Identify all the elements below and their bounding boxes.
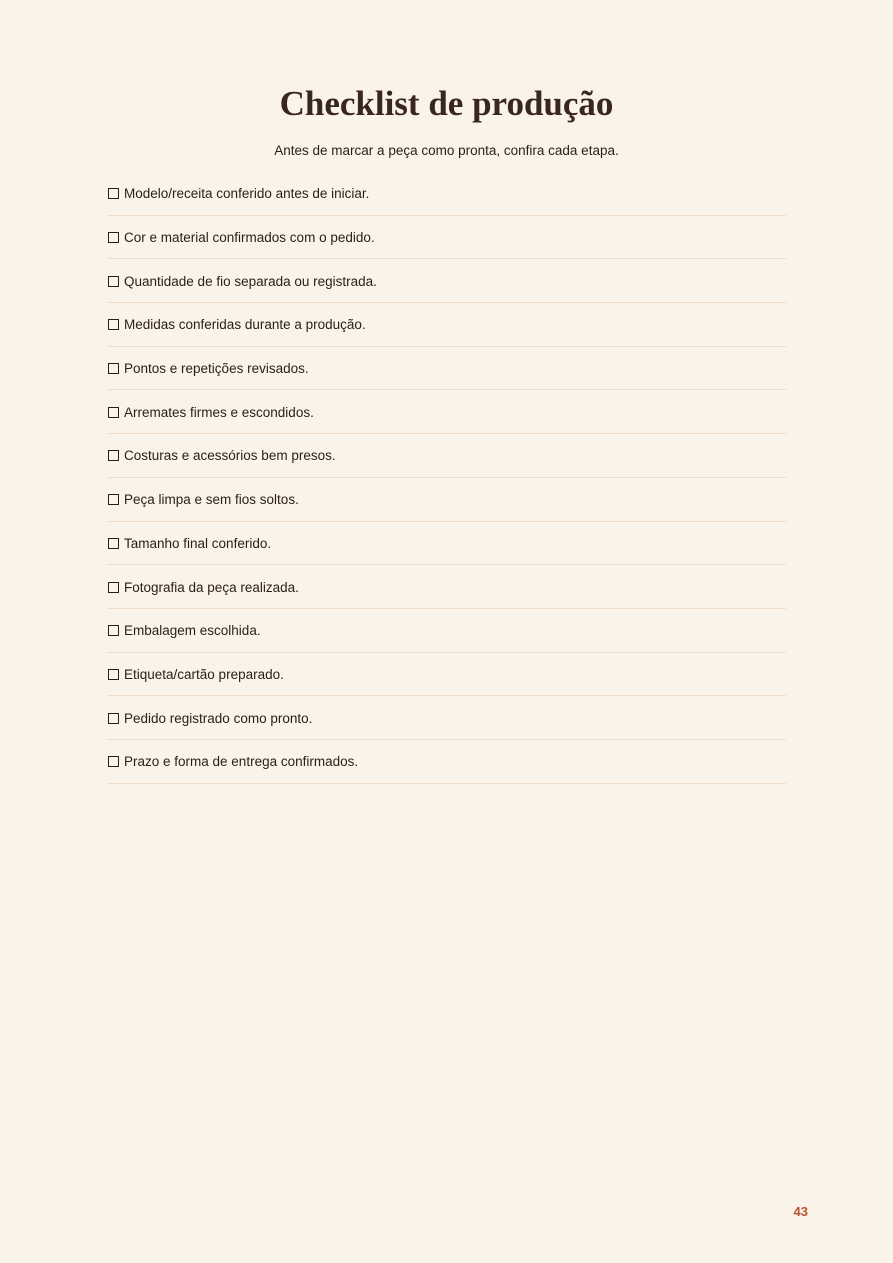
checklist-item-label: Pedido registrado como pronto. — [124, 710, 313, 726]
checklist-item-label: Costuras e acessórios bem presos. — [124, 448, 336, 464]
checklist-item[interactable] — [108, 172, 786, 216]
checklist-item-label: Etiqueta/cartão preparado. — [124, 666, 284, 682]
checklist-item-label: Modelo/receita conferido antes de iniciar. — [124, 186, 370, 202]
checkbox-icon[interactable] — [108, 450, 119, 461]
checkbox-icon[interactable] — [108, 494, 119, 505]
checklist-item-label: Arremates firmes e escondidos. — [124, 404, 314, 420]
checklist-item-label: Embalagem escolhida. — [124, 623, 261, 639]
page-title: Checklist de produção — [279, 84, 614, 123]
checklist-item[interactable] — [108, 390, 786, 434]
checkbox-icon[interactable] — [108, 756, 119, 767]
checklist-item[interactable] — [108, 303, 786, 347]
checklist-item-label: Cor e material confirmados com o pedido. — [124, 230, 375, 246]
checklist-item[interactable] — [108, 478, 786, 522]
checkbox-icon[interactable] — [108, 276, 119, 287]
checklist-item[interactable] — [108, 522, 786, 566]
checkbox-icon[interactable] — [108, 363, 119, 374]
checkbox-icon[interactable] — [108, 625, 119, 636]
checklist-item-label: Prazo e forma de entrega confirmados. — [124, 754, 359, 770]
checklist-item-label: Fotografia da peça realizada. — [124, 579, 299, 595]
checkbox-icon[interactable] — [108, 407, 119, 418]
checklist-item[interactable] — [108, 434, 786, 478]
checklist-item-label: Peça limpa e sem fios soltos. — [124, 492, 299, 508]
checklist-item[interactable] — [108, 259, 786, 303]
checklist-item-label: Medidas conferidas durante a produção. — [124, 317, 366, 333]
checkbox-icon[interactable] — [108, 232, 119, 243]
checklist-item[interactable] — [108, 740, 786, 784]
production-checklist — [108, 172, 786, 784]
checklist-item[interactable] — [108, 696, 786, 740]
checklist-item[interactable] — [108, 565, 786, 609]
checklist-item[interactable] — [108, 609, 786, 653]
checkbox-icon[interactable] — [108, 669, 119, 680]
checklist-item[interactable] — [108, 347, 786, 391]
page-number: 43 — [793, 1204, 808, 1219]
checkbox-icon[interactable] — [108, 188, 119, 199]
checklist-item[interactable] — [108, 653, 786, 697]
checkbox-icon[interactable] — [108, 713, 119, 724]
checkbox-icon[interactable] — [108, 319, 119, 330]
checklist-item-label: Quantidade de fio separada ou registrada. — [124, 273, 377, 289]
page-subtitle: Antes de marcar a peça como pronta, confira cada etapa. — [274, 143, 619, 158]
checklist-item-label: Tamanho final conferido. — [124, 535, 272, 551]
checklist-item-label: Pontos e repetições revisados. — [124, 361, 309, 377]
checkbox-icon[interactable] — [108, 582, 119, 593]
checkbox-icon[interactable] — [108, 538, 119, 549]
checklist-item[interactable] — [108, 216, 786, 260]
